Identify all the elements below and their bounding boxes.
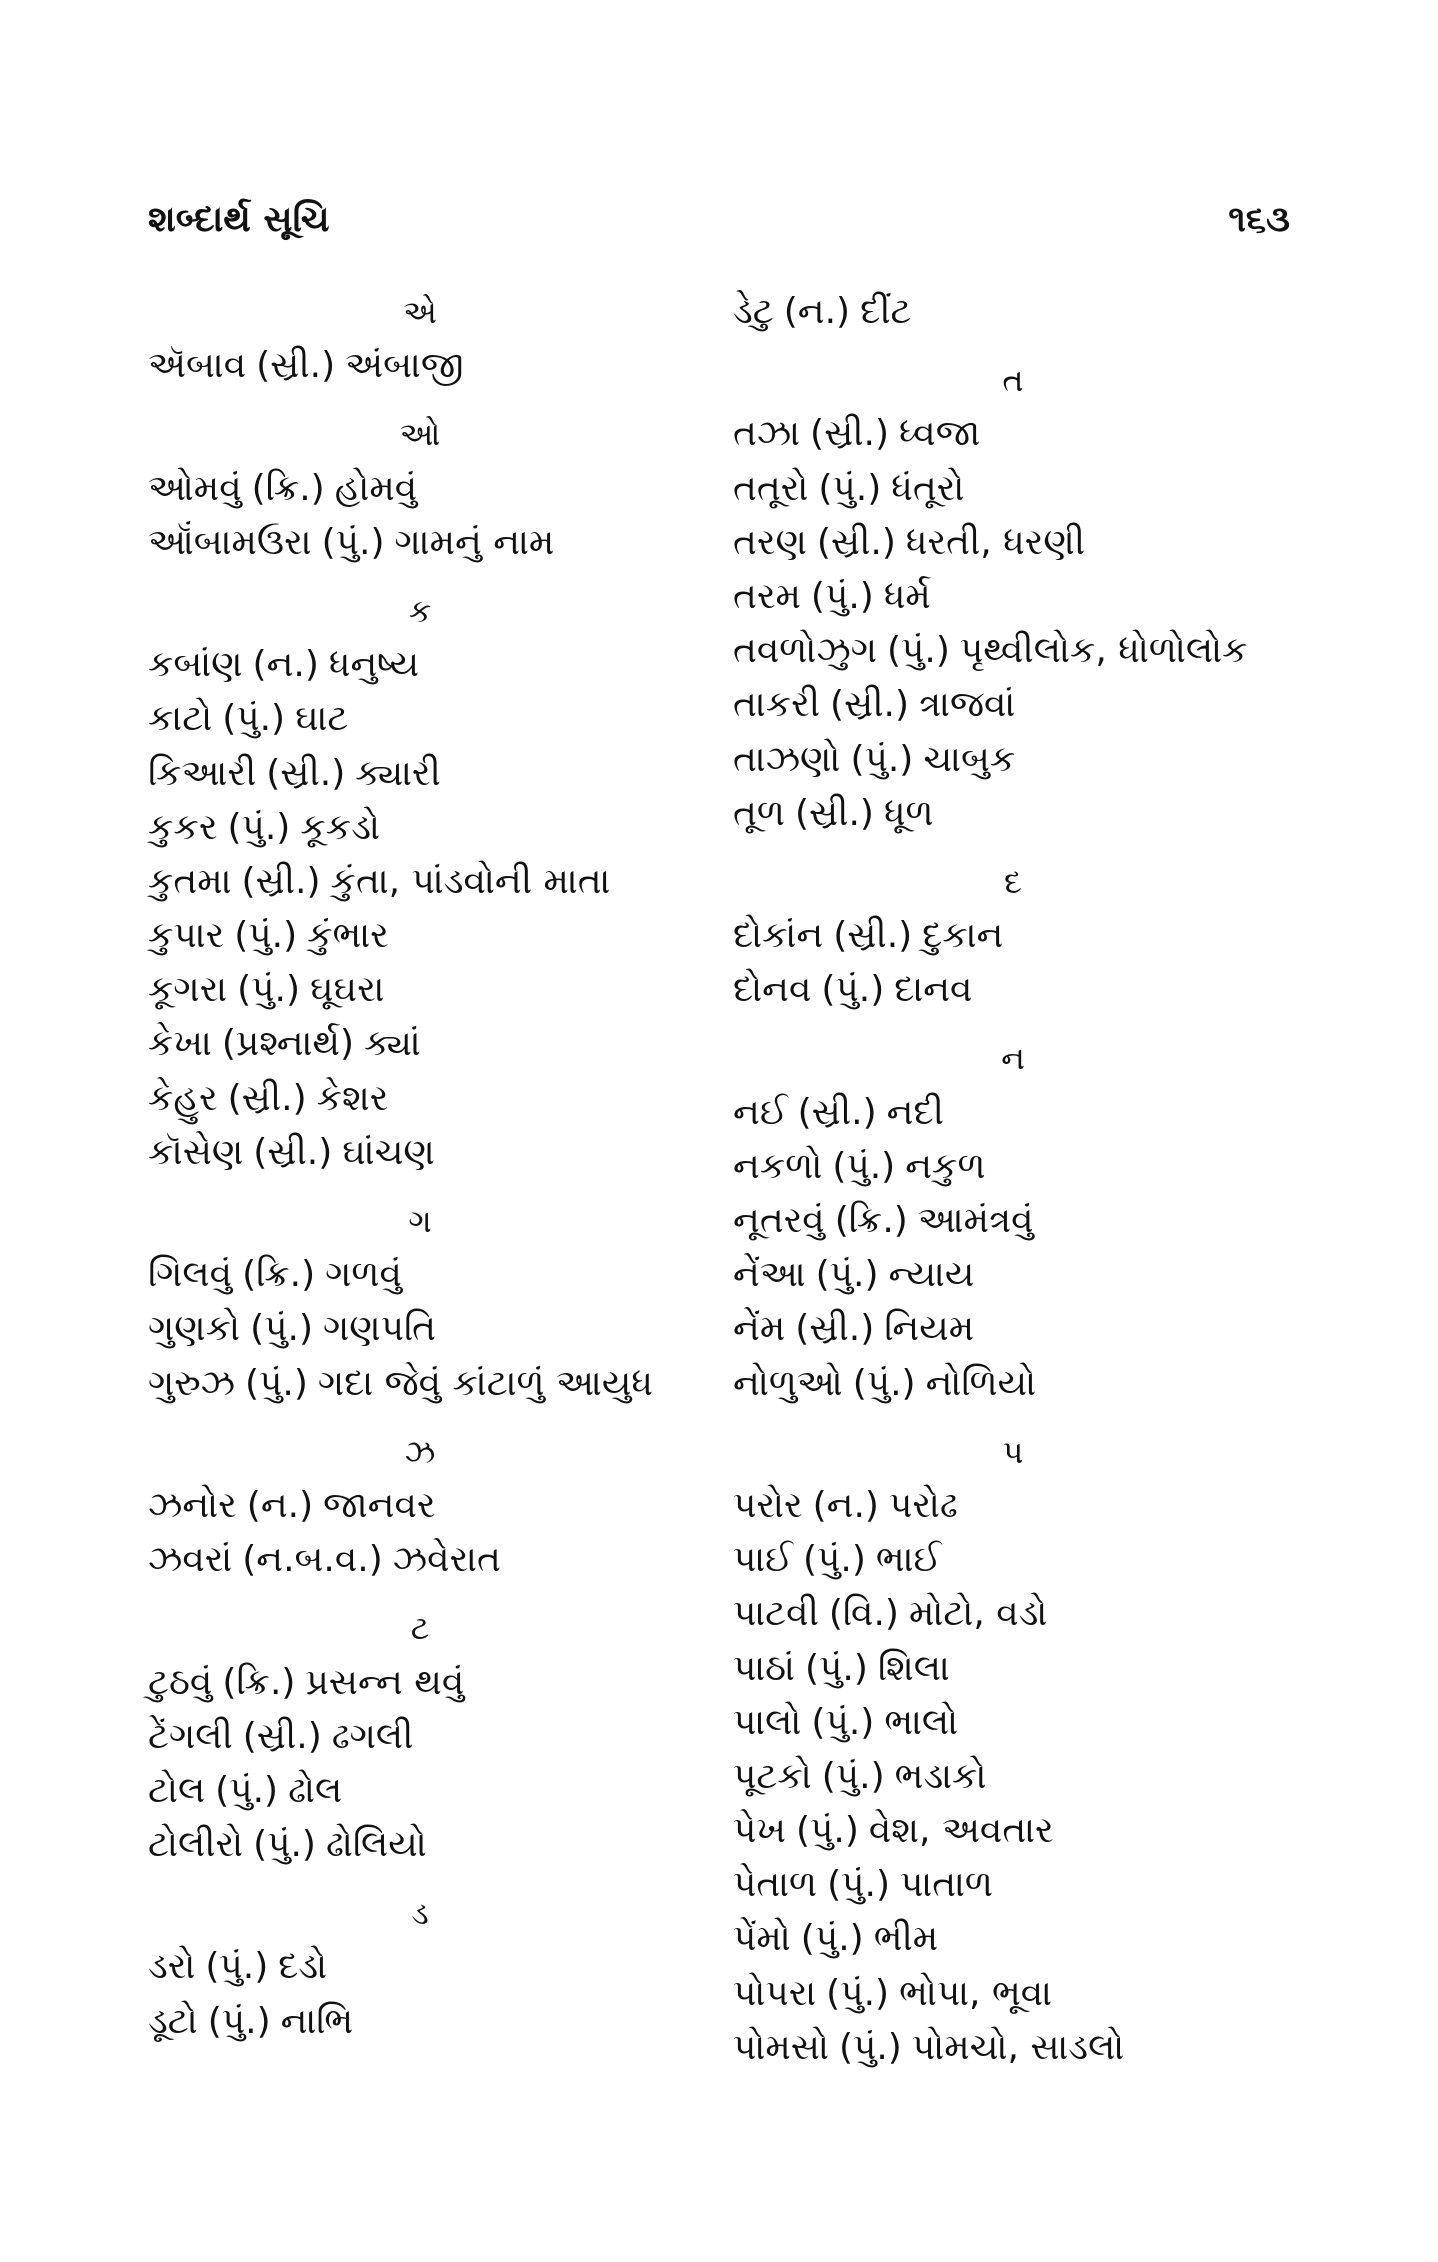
entry-meaning: ઢોલ <box>288 1769 343 1811</box>
glossary-entry <box>148 1940 708 1994</box>
glossary-entry <box>733 1479 1293 1533</box>
section-spacer <box>148 1872 708 1886</box>
entry-meaning: પરોઢ <box>888 1484 958 1526</box>
section-letter: ન <box>1001 1039 1025 1078</box>
section-spacer <box>733 841 1293 855</box>
glossary-entry <box>148 1248 708 1302</box>
section-letter: દ <box>1004 862 1022 901</box>
entry-term: નકળો <box>733 1145 823 1187</box>
section-letter: ડ <box>411 1894 429 1933</box>
entry-term: નૂતરવું <box>733 1200 825 1241</box>
entry-pos: (સ્રી.) <box>242 1715 322 1757</box>
entry-pos: (ક્રિ.) <box>251 467 325 509</box>
entry-term: પેંમો <box>733 1918 791 1960</box>
entry-term: પરોર <box>733 1484 803 1526</box>
entry-pos: (પ્રશ્નાર્થ) <box>221 1023 355 1065</box>
entry-term: ઑંબામઉરા <box>148 521 312 563</box>
entry-pos: (પું.) <box>802 1539 866 1581</box>
glossary-entry <box>733 787 1293 841</box>
entry-term: નઈ <box>733 1091 788 1133</box>
entry-meaning: ક્યારી <box>355 752 441 794</box>
entry-meaning: પાતાળ <box>900 1864 993 1906</box>
section-spacer <box>148 1587 708 1601</box>
entry-term: પાલો <box>733 1701 802 1743</box>
entry-meaning: નદી <box>886 1091 944 1133</box>
entry-pos: (સ્રી.) <box>816 521 896 563</box>
entry-meaning: ધંતૂરો <box>891 467 965 509</box>
entry-term: ઓમવું <box>148 467 242 509</box>
glossary-entry <box>148 1302 708 1356</box>
entry-pos: (પું.) <box>227 806 291 848</box>
entry-pos: (ક્રિ.) <box>242 1254 316 1296</box>
section-letter: એ <box>403 293 437 331</box>
glossary-entry <box>148 638 708 692</box>
entry-pos: (સ્રી.) <box>794 792 874 834</box>
entry-meaning: ઢગલી <box>331 1715 414 1757</box>
entry-meaning: ન્યાય <box>888 1254 975 1296</box>
section-spacer <box>733 1411 1293 1425</box>
entry-pos: (ન.) <box>246 1484 314 1526</box>
glossary-entry <box>733 678 1293 732</box>
entry-meaning: દુકાન <box>922 915 1004 957</box>
entry-pos: (પું.) <box>818 467 882 509</box>
entry-term: તરમ <box>733 575 801 617</box>
glossary-entry <box>148 855 708 909</box>
glossary-column-right <box>733 285 1293 2075</box>
entry-meaning: નકુળ <box>905 1145 986 1187</box>
entry-term: પોપરા <box>733 1972 817 2014</box>
entry-meaning: ક્યાં <box>364 1023 421 1065</box>
entry-term: પાઠાં <box>733 1647 795 1689</box>
entry-meaning: ધનુષ્ય <box>328 644 420 686</box>
entry-pos: (પું.) <box>800 1918 864 1960</box>
entry-term: કિઆરી <box>148 752 257 794</box>
glossary-entry <box>148 909 708 963</box>
entry-pos: (સ્રી.) <box>256 345 336 387</box>
entry-pos: (પું.) <box>887 630 950 672</box>
entry-pos: (ક્રિ.) <box>834 1200 908 1241</box>
entry-meaning: ભોપા, ભૂવા <box>899 1972 1052 2014</box>
entry-pos: (પું.) <box>827 1864 891 1906</box>
glossary-entry <box>148 1072 708 1126</box>
entry-pos: (પું.) <box>205 1946 269 1988</box>
entry-term: તતૂરો <box>733 467 809 509</box>
entry-term: કૂગરા <box>148 969 228 1011</box>
glossary-entry <box>733 963 1293 1017</box>
glossary-entry <box>733 2021 1293 2075</box>
entry-term: ઝવરાં <box>148 1539 233 1581</box>
entry-meaning: ધૂળ <box>883 792 934 834</box>
glossary-entry <box>148 747 708 801</box>
glossary-entry <box>148 1710 708 1764</box>
glossary-entry <box>733 516 1293 570</box>
section-letter: ક <box>408 591 432 630</box>
entry-pos: (પું.) <box>321 521 385 563</box>
entry-meaning: કૂકડો <box>300 806 380 848</box>
entry-term: પેતાળ <box>733 1864 818 1906</box>
glossary-entry <box>733 1194 1293 1248</box>
entry-meaning: ધ્વજા <box>899 413 981 455</box>
entry-term: ગિલવું <box>148 1254 233 1296</box>
entry-meaning: ઝવેરાત <box>392 1539 501 1581</box>
entry-pos: (ન.બ.વ.) <box>242 1539 383 1581</box>
entry-pos: (પું.) <box>795 1810 859 1852</box>
section-letter: ત <box>1002 361 1024 400</box>
entry-term: પોમસો <box>733 2026 829 2068</box>
entry-pos: (સ્રી.) <box>810 413 890 455</box>
entry-term: કાટો <box>148 698 213 740</box>
entry-meaning: ભીમ <box>873 1918 939 1960</box>
glossary-entry <box>148 516 708 570</box>
entry-meaning: દાનવ <box>894 969 973 1011</box>
entry-term: નોળુઓ <box>733 1362 843 1404</box>
glossary-entry <box>733 1967 1293 2021</box>
entry-term: કુકર <box>148 806 218 848</box>
entry-term: કબાંણ <box>148 644 243 686</box>
glossary-entry <box>733 1248 1293 1302</box>
entry-meaning: હોમવું <box>334 467 418 509</box>
entry-pos: (પું.) <box>852 1362 916 1404</box>
entry-pos: (પું.) <box>215 1769 279 1811</box>
entry-pos: (પું.) <box>832 1145 896 1187</box>
entry-pos: (સ્રી.) <box>797 1091 877 1133</box>
entry-pos: (પું.) <box>804 1647 868 1689</box>
entry-meaning: ધર્મ <box>883 575 931 617</box>
entry-meaning: નિયમ <box>884 1308 975 1350</box>
entry-pos: (સ્રી.) <box>266 752 346 794</box>
entry-term: તરણ <box>733 521 807 563</box>
entry-term: ઍબાવ <box>148 345 247 387</box>
entry-pos: (પું.) <box>838 2026 902 2068</box>
glossary-entry <box>733 1533 1293 1587</box>
glossary-entry <box>733 1642 1293 1696</box>
entry-pos: (પું.) <box>810 575 874 617</box>
entry-meaning: આમંત્રવું <box>917 1200 1034 1241</box>
entry-term: ગુણકો <box>148 1308 241 1350</box>
glossary-entry <box>148 462 708 516</box>
entry-term: પાટવી <box>733 1593 819 1635</box>
glossary-entry <box>733 1804 1293 1858</box>
entry-pos: (વિ.) <box>828 1593 899 1635</box>
entry-meaning: નાભિ <box>280 2000 354 2042</box>
entry-pos: (પું.) <box>826 1972 890 2014</box>
entry-pos: (સ્રી.) <box>253 1131 333 1173</box>
entry-pos: (પું.) <box>222 698 286 740</box>
entry-meaning: દીંટ <box>860 291 912 332</box>
page-header <box>148 190 1290 250</box>
entry-pos: (ન.) <box>252 644 319 686</box>
entry-meaning: ઘાંચણ <box>342 1131 435 1173</box>
section-spacer <box>148 1180 708 1194</box>
entry-meaning: પ્રસન્ન થવું <box>305 1661 465 1703</box>
entry-pos: (સ્રી.) <box>795 1308 875 1350</box>
entry-meaning: ઢોલિયો <box>325 1824 427 1866</box>
entry-pos: (ન.) <box>783 291 851 332</box>
section-letter: ઓ <box>399 415 441 454</box>
entry-term: ટોલ <box>148 1769 206 1811</box>
entry-term: તૂળ <box>733 792 785 834</box>
entry-term: ટુઠવું <box>148 1661 213 1703</box>
entry-term: નેંઆ <box>733 1254 806 1296</box>
entry-term: તવળોઝુગ <box>733 630 878 672</box>
glossary-entry <box>733 1140 1293 1194</box>
entry-meaning: મોટો, વડો <box>908 1593 1048 1635</box>
entry-meaning: ગળવું <box>325 1254 402 1296</box>
glossary-entry <box>148 1479 708 1533</box>
entry-term: તાઝણો <box>733 738 841 780</box>
entry-meaning: પૃથ્વીલોક, ધોળોલોક <box>959 630 1248 672</box>
glossary-entry <box>148 1995 708 2049</box>
glossary-entry <box>733 407 1293 461</box>
glossary-entry <box>733 1086 1293 1140</box>
entry-term: ટોલીરો <box>148 1824 244 1866</box>
entry-term: તઝા <box>733 413 801 455</box>
entry-pos: (પું.) <box>815 1254 879 1296</box>
entry-meaning: દડો <box>278 1946 328 1988</box>
entry-meaning: ભાલો <box>884 1701 959 1743</box>
section-letter: ટ <box>410 1609 430 1648</box>
entry-meaning: શિલા <box>877 1647 950 1689</box>
entry-meaning: કુંભાર <box>307 915 389 957</box>
glossary-entry <box>733 1858 1293 1912</box>
entry-term: કેહુર <box>148 1077 218 1119</box>
entry-term: પેખ <box>733 1810 786 1852</box>
glossary-entry <box>733 733 1293 787</box>
entry-meaning: ઘૂઘરા <box>310 969 385 1011</box>
entry-pos: (ન.) <box>812 1484 879 1526</box>
glossary-entry <box>148 692 708 746</box>
entry-term: ટેંગલી <box>148 1715 233 1757</box>
entry-pos: (પું.) <box>237 969 301 1011</box>
entry-meaning: ધરતી, ધરણી <box>905 521 1086 563</box>
entry-term: ઝનોર <box>148 1484 237 1526</box>
entry-term: ડરો <box>148 1946 196 1988</box>
glossary-column-left <box>148 285 708 2049</box>
glossary-entry <box>733 1750 1293 1804</box>
section-letter: ઝ <box>404 1432 436 1471</box>
section-spacer <box>733 1017 1293 1031</box>
entry-pos: (સ્રી.) <box>833 915 913 957</box>
entry-meaning: ગણપતિ <box>323 1308 437 1350</box>
glossary-entry <box>148 963 708 1017</box>
entry-meaning: ગદા જેવું કાંટાળું આયુધ <box>317 1362 653 1404</box>
entry-term: પૂટકો <box>733 1755 812 1797</box>
section-spacer <box>148 1411 708 1425</box>
entry-meaning: કેશર <box>316 1077 389 1119</box>
entry-term: ડેટુ <box>733 291 774 332</box>
section-letter: ગ <box>408 1202 432 1240</box>
section-letter: પ <box>1002 1432 1024 1471</box>
entry-pos: (પું.) <box>207 2000 271 2042</box>
glossary-entry <box>733 624 1293 678</box>
section-spacer <box>148 393 708 407</box>
section-spacer <box>148 570 708 584</box>
glossary-entry <box>733 909 1293 963</box>
entry-term: ગુરુઝ <box>148 1362 236 1404</box>
entry-term: કુતમા <box>148 860 232 902</box>
glossary-entry <box>733 1696 1293 1750</box>
entry-meaning: અંબાજી <box>345 345 464 387</box>
glossary-entry <box>148 1656 708 1710</box>
entry-term: કેખા <box>148 1023 212 1065</box>
glossary-entry <box>733 1912 1293 1966</box>
entry-pos: (સ્રી.) <box>227 1077 307 1119</box>
glossary-entry <box>148 1764 708 1818</box>
glossary-entry <box>733 285 1293 339</box>
entry-term: દોનવ <box>733 969 812 1011</box>
page-number: ૧૬૩ <box>1228 199 1290 240</box>
entry-meaning: પોમચો, સાડલો <box>911 2026 1125 2068</box>
entry-meaning: કુંતા, પાંડવોની માતા <box>330 860 611 902</box>
entry-meaning: નોળિયો <box>925 1362 1037 1404</box>
glossary-entry <box>148 1818 708 1872</box>
glossary-entry <box>148 801 708 855</box>
section-spacer <box>733 339 1293 353</box>
entry-term: કૉસેણ <box>148 1131 244 1173</box>
entry-pos: (પું.) <box>245 1362 308 1404</box>
entry-meaning: ભડાકો <box>894 1755 987 1797</box>
entry-meaning: વેશ, અવતાર <box>868 1810 1054 1852</box>
entry-pos: (સ્રી.) <box>241 860 321 902</box>
entry-term: દોકાંન <box>733 915 824 957</box>
entry-term: નેંમ <box>733 1308 786 1350</box>
entry-pos: (પું.) <box>850 738 914 780</box>
glossary-entry <box>148 1533 708 1587</box>
entry-pos: (પું.) <box>250 1308 313 1350</box>
running-title: શબ્દાર્થ સૂચિ <box>148 199 330 240</box>
glossary-entry <box>733 1587 1293 1641</box>
entry-meaning: ગામનું નામ <box>394 521 555 563</box>
glossary-entry <box>733 1357 1293 1411</box>
glossary-entry <box>148 339 708 393</box>
entry-meaning: ઘાટ <box>295 698 349 740</box>
glossary-entry <box>733 570 1293 624</box>
entry-meaning: ચાબુક <box>923 738 1016 780</box>
glossary-entry <box>148 1357 708 1411</box>
entry-pos: (સ્રી.) <box>830 684 910 726</box>
entry-pos: (પું.) <box>234 915 298 957</box>
entry-term: પાઈ <box>733 1539 793 1581</box>
glossary-entry <box>148 1017 708 1071</box>
entry-term: કુપાર <box>148 915 225 957</box>
glossary-entry <box>733 462 1293 516</box>
entry-pos: (પું.) <box>821 969 885 1011</box>
glossary-entry <box>148 1126 708 1180</box>
entry-meaning: જાનવર <box>323 1484 436 1526</box>
entry-meaning: ત્રાજવાં <box>919 684 1016 726</box>
entry-pos: (પું.) <box>811 1701 875 1743</box>
entry-term: તાકરી <box>733 684 821 726</box>
entry-term: ડૂટો <box>148 2000 198 2042</box>
entry-pos: (ક્રિ.) <box>222 1661 296 1703</box>
glossary-entry <box>733 1302 1293 1356</box>
entry-meaning: ભાઈ <box>875 1539 942 1581</box>
entry-pos: (પું.) <box>821 1755 885 1797</box>
entry-pos: (પું.) <box>253 1824 316 1866</box>
